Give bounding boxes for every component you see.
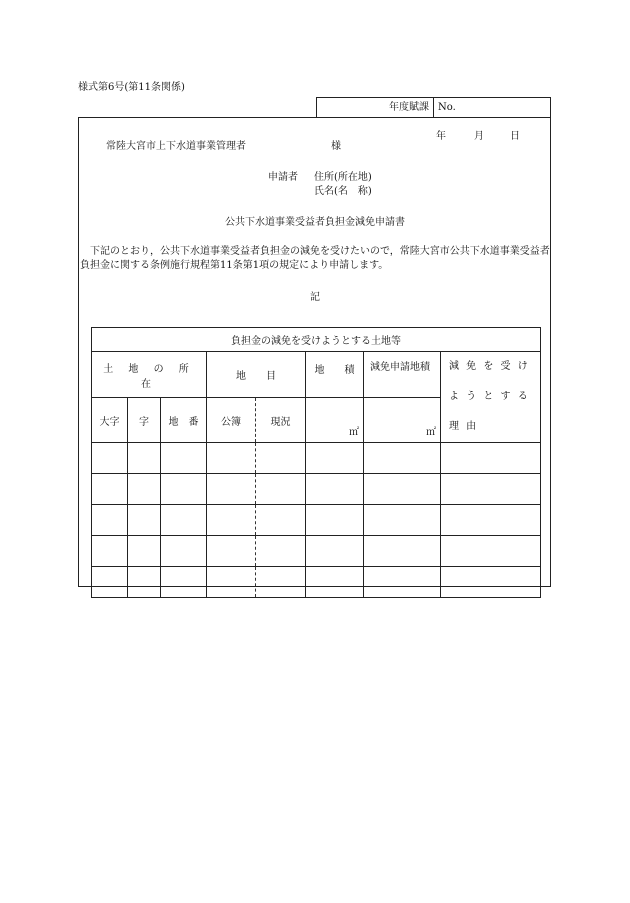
fiscal-number-box bbox=[316, 97, 551, 117]
table-row bbox=[92, 536, 541, 567]
col-header-chimoku: 地 目 bbox=[207, 352, 306, 398]
date-month: 月 bbox=[474, 131, 484, 142]
sub-header-genkyo: 現況 bbox=[256, 398, 306, 443]
cell-koubo[interactable] bbox=[207, 474, 256, 505]
addressee: 常陸大宮市上下水道事業管理者 bbox=[106, 141, 246, 152]
date-year: 年 bbox=[436, 131, 446, 142]
col-header-location: 土 地 の 所 在 bbox=[92, 352, 207, 398]
col-header-reduction-area: 減免申請地積 bbox=[364, 352, 441, 398]
cell-area[interactable] bbox=[306, 536, 364, 567]
name-label: 氏名(名 称) bbox=[314, 186, 372, 197]
cell-oaza[interactable] bbox=[92, 443, 128, 474]
date-day: 日 bbox=[510, 131, 520, 142]
sub-header-chiban: 地 番 bbox=[161, 398, 207, 443]
cell-reduction-area[interactable] bbox=[364, 505, 441, 536]
cell-genkyo[interactable] bbox=[256, 505, 306, 536]
table-row bbox=[92, 567, 541, 598]
cell-koubo[interactable] bbox=[207, 443, 256, 474]
cell-koubo[interactable] bbox=[207, 567, 256, 598]
cell-aza[interactable] bbox=[128, 567, 161, 598]
document-title: 公共下水道事業受益者負担金減免申請書 bbox=[225, 217, 405, 228]
sub-header-koubo: 公簿 bbox=[207, 398, 256, 443]
address-label: 住所(所在地) bbox=[314, 172, 372, 183]
cell-aza[interactable] bbox=[128, 443, 161, 474]
cell-reduction-area[interactable] bbox=[364, 536, 441, 567]
col-header-area bbox=[306, 352, 364, 398]
cell-reason[interactable] bbox=[441, 505, 541, 536]
area-unit: ㎡ bbox=[306, 398, 364, 443]
table-row bbox=[92, 505, 541, 536]
ki-mark: 記 bbox=[310, 292, 320, 303]
cell-genkyo[interactable] bbox=[256, 567, 306, 598]
date-line bbox=[436, 127, 536, 141]
cell-reduction-area[interactable] bbox=[364, 567, 441, 598]
table-row bbox=[92, 474, 541, 505]
number-label: No. bbox=[438, 102, 456, 113]
cell-chiban[interactable] bbox=[161, 505, 207, 536]
sub-header-oaza: 大字 bbox=[92, 398, 128, 443]
cell-chiban[interactable] bbox=[161, 443, 207, 474]
cell-reason[interactable] bbox=[441, 474, 541, 505]
honorific: 様 bbox=[331, 141, 341, 152]
cell-aza[interactable] bbox=[128, 536, 161, 567]
cell-reduction-area[interactable] bbox=[364, 443, 441, 474]
cell-reason[interactable] bbox=[441, 567, 541, 598]
applicant-label: 申請者 bbox=[268, 172, 298, 183]
cell-oaza[interactable] bbox=[92, 505, 128, 536]
cell-chiban[interactable] bbox=[161, 536, 207, 567]
cell-chiban[interactable] bbox=[161, 567, 207, 598]
table-row bbox=[92, 443, 541, 474]
cell-genkyo[interactable] bbox=[256, 443, 306, 474]
cell-aza[interactable] bbox=[128, 474, 161, 505]
cell-reduction-area[interactable] bbox=[364, 474, 441, 505]
cell-area[interactable] bbox=[306, 505, 364, 536]
table-header: 負担金の減免を受けようとする土地等 bbox=[92, 328, 541, 352]
body-text: 下記のとおり，公共下水道事業受益者負担金の減免を受けたいので，常陸大宮市公共下水道事業受益者負担金に関する条例施行規程第11条第1項の規定により申請します。 bbox=[80, 246, 550, 271]
land-table bbox=[91, 327, 541, 598]
cell-koubo[interactable] bbox=[207, 505, 256, 536]
sub-header-aza: 字 bbox=[128, 398, 161, 443]
cell-koubo[interactable] bbox=[207, 536, 256, 567]
reduction-area-unit: ㎡ bbox=[364, 398, 441, 443]
cell-oaza[interactable] bbox=[92, 474, 128, 505]
cell-area[interactable] bbox=[306, 567, 364, 598]
cell-oaza[interactable] bbox=[92, 567, 128, 598]
cell-genkyo[interactable] bbox=[256, 536, 306, 567]
cell-genkyo[interactable] bbox=[256, 474, 306, 505]
cell-reason[interactable] bbox=[441, 536, 541, 567]
col-header-area-label: 地 積 bbox=[314, 365, 355, 376]
cell-oaza[interactable] bbox=[92, 536, 128, 567]
col-header-reason: 減 免 を 受 け よ う と す る 理 由 bbox=[441, 352, 541, 443]
cell-area[interactable] bbox=[306, 474, 364, 505]
fiscal-year-label: 年度賦課 bbox=[317, 98, 434, 118]
cell-area[interactable] bbox=[306, 443, 364, 474]
cell-chiban[interactable] bbox=[161, 474, 207, 505]
cell-aza[interactable] bbox=[128, 505, 161, 536]
form-style-label: 様式第6号(第11条関係) bbox=[78, 82, 185, 93]
cell-reason[interactable] bbox=[441, 443, 541, 474]
